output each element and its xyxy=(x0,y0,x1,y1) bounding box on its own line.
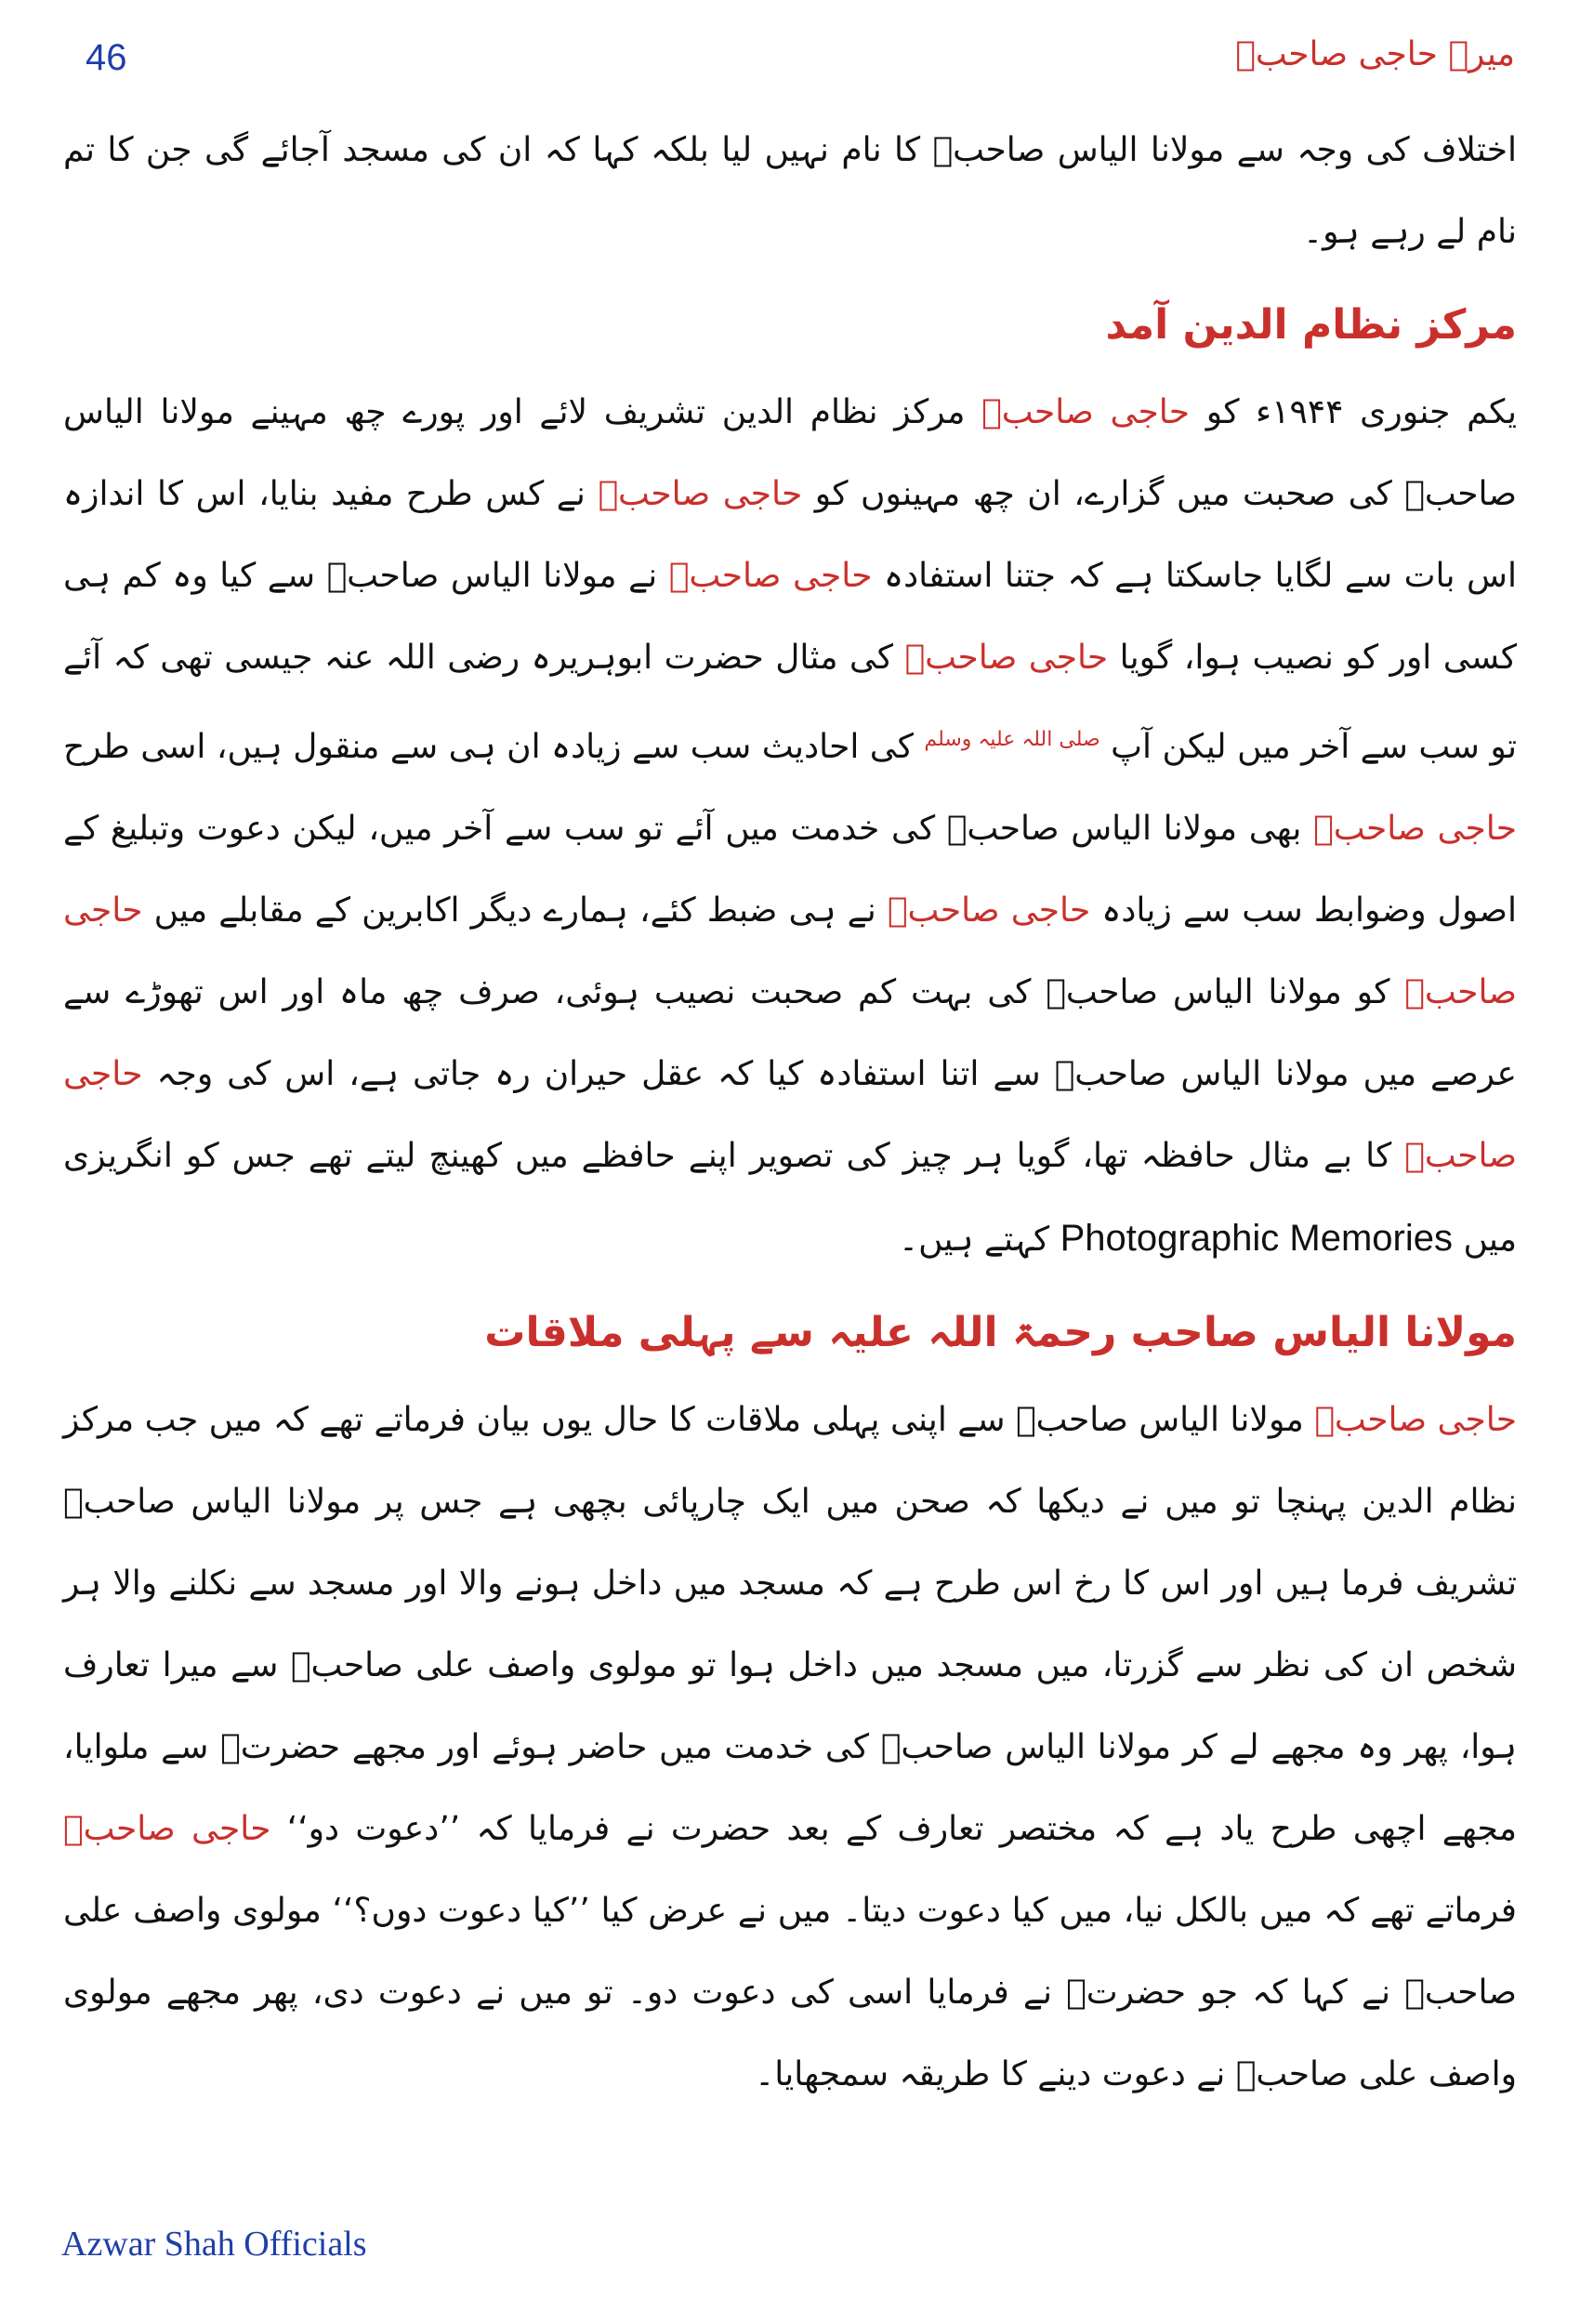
section-heading-first-meeting: مولانا الیاس صاحب رحمۃ اللہ علیہ سے پہلی ملاقات xyxy=(484,1309,1517,1356)
highlight-haji-sahib: حاجی صاحبؒ xyxy=(668,557,873,595)
highlight-haji-sahib: حاجی صاحبؒ xyxy=(981,393,1191,431)
highlight-haji-sahib: حاجی صاحبؒ xyxy=(63,891,1517,1011)
honorific-mark: صلی اللہ علیہ وسلم xyxy=(924,728,1100,751)
text-run: مولانا الیاس صاحبؒ سے اپنی پہلی ملاقات کا حال یوں بیان فرماتے تھے کہ میں جب مرکز نظام الدین پہنچا تو میں نے دیکھا کہ صحن میں ایک چارپائی بچھی ہے جس پر مولانا الیاس صاحبؒ تشریف فرما ہیں اور اس کا رخ اس طرح ہے کہ مسجد میں داخل ہونے والا اور مسجد سے نکلنے والا ہر شخص ان کی نظر سے گزرتا، میں مسجد میں داخل ہوا تو مولوی واصف علی صاحبؒ سے میرا تعارف ہوا، پھر وہ مجھے لے کر مولانا الیاس صاحبؒ کی خدمت میں حاضر ہوئے اور مجھے حضرتؒ سے ملوایا، مجھے اچھی طرح یاد ہے کہ مختصر تعارف کے بعد حضرت نے فرمایا کہ ’’دعوت دو‘‘ xyxy=(63,1401,1518,1848)
section-heading-markaz-arrival: مرکز نظام الدین آمد xyxy=(1105,301,1517,349)
paragraph-intro: اختلاف کی وجہ سے مولانا الیاس صاحبؒ کا نام نہیں لیا بلکہ کہا کہ ان کی مسجد آجائے گی جن کا تم نام لے رہے ہو۔ xyxy=(63,131,1517,251)
text-run: مرکز نظام الدین تشریف لائے اور پورے چھ مہینے مولانا الیاس صاحبؒ کی صحبت میں گزارے، ان چھ مہینوں کو xyxy=(63,393,1517,513)
text-run: نے ہی ضبط کئے، ہمارے دیگر اکابرین کے مقابلے میں xyxy=(142,891,876,930)
footer-credit: Azwar Shah Officials xyxy=(61,2225,367,2264)
text-run: یکم جنوری ۱۹۴۴ء کو xyxy=(1205,393,1517,431)
page-body xyxy=(63,110,1517,2116)
text-run: کی مثال حضرت ابوہریرہ رضی اللہ عنہ جیسی تھی کہ آئے تو سب سے آخر میں لیکن آپ xyxy=(63,639,1517,766)
highlight-haji-sahib: حاجی صاحبؒ xyxy=(63,1810,271,1848)
paragraph-markaz-arrival xyxy=(63,372,1517,1281)
text-run: فرماتے تھے کہ میں بالکل نیا، میں کیا دعوت دیتا۔ میں نے عرض کیا ’’کیا دعوت دوں؟‘‘ مولوی واصف علی صاحبؒ نے کہا کہ جو حضرتؒ نے فرمایا اسی کی دعوت دو۔ تو میں نے دعوت دی، پھر مجھے مولوی واصف علی صاحبؒ نے دعوت دینے کا طریقہ سمجھایا۔ xyxy=(63,1892,1517,2093)
highlight-haji-sahib: حاجی صاحبؒ xyxy=(887,891,1091,930)
text-run: کی احادیث سب سے زیادہ ان ہی سے منقول ہیں، اسی طرح xyxy=(63,728,914,766)
highlight-haji-sahib: حاجی صاحبؒ xyxy=(63,1055,1517,1175)
running-title: میرے حاجی صاحبؒ xyxy=(1235,35,1515,73)
text-run: بھی مولانا الیاس صاحبؒ کی خدمت میں آئے تو سب سے آخر میں، لیکن دعوت وتبلیغ کے اصول وضوابط سب سے زیادہ xyxy=(63,810,1517,930)
text-run: نے کس طرح مفید بنایا، اس کا اندازہ اس بات سے لگایا جاسکتا ہے کہ جتنا استفادہ xyxy=(63,475,1517,595)
highlight-haji-sahib: حاجی صاحبؒ xyxy=(1314,1401,1518,1439)
english-phrase: Photographic Memories xyxy=(1060,1218,1453,1259)
paragraph-first-meeting xyxy=(63,1380,1517,2116)
highlight-haji-sahib: حاجی صاحبؒ xyxy=(598,475,803,513)
text-run: نے مولانا الیاس صاحبؒ سے کیا وہ کم ہی کسی اور کو نصیب ہوا، گویا xyxy=(63,557,1517,677)
text-run: کا بے مثال حافظہ تھا، گویا ہر چیز کی تصویر اپنے حافظے میں کھینچ لیتے تھے جس کو انگریزی میں xyxy=(63,1137,1517,1259)
highlight-haji-sahib: حاجی صاحبؒ xyxy=(1313,810,1518,848)
page-number: 46 xyxy=(86,37,127,78)
text-run: کہتے ہیں۔ xyxy=(899,1221,1050,1259)
text-run: کو مولانا الیاس صاحبؒ کی بہت کم صحبت نصیب ہوئی، صرف چھ ماہ اور اس تھوڑے سے عرصے میں مولانا الیاس صاحبؒ سے اتنا استفادہ کیا کہ عقل حیران رہ جاتی ہے، اس کی وجہ xyxy=(63,973,1517,1093)
highlight-haji-sahib: حاجی صاحبؒ xyxy=(904,639,1109,677)
